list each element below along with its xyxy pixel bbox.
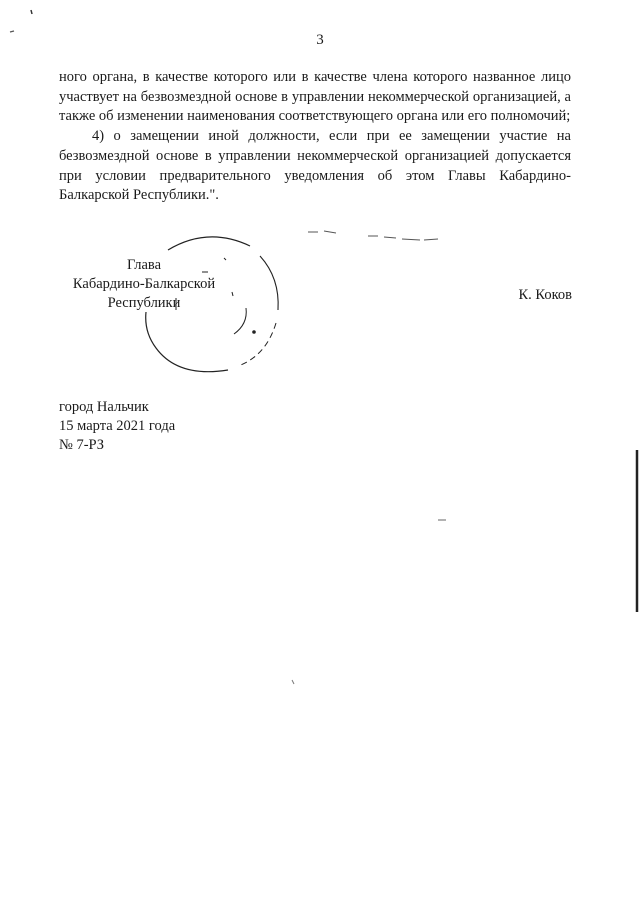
- signatory-title-line: Республики: [107, 295, 181, 311]
- signatory-title-line: Кабардино-Балкарской: [72, 276, 216, 292]
- signatory-name: К. Коков: [518, 287, 572, 303]
- paragraph-continuation: ного органа, в качестве которого или в качестве члена которого названное лицо участвует на безвозмездной основе в управлении некоммерческой организацией, а также об изменении наименования соответствующего органа или его полномочий;: [59, 69, 571, 125]
- city: город Нальчик: [59, 399, 149, 415]
- signatory-title-line: Глава: [126, 257, 162, 273]
- place-date-block: [59, 398, 175, 455]
- page-number: 3: [316, 32, 324, 48]
- law-number: № 7-РЗ: [59, 437, 105, 453]
- paragraph-item-4: 4) о замещении иной должности, если при ее замещении участие на безвозмездной основе в управлении некоммерческой организацией допускается при условии предварительного уведомления об этом Главы Кабардино-Балкарской Республики.".: [59, 128, 571, 204]
- date: 15 марта 2021 года: [59, 418, 176, 434]
- document-body: [59, 68, 571, 206]
- signatory-title: [59, 256, 229, 313]
